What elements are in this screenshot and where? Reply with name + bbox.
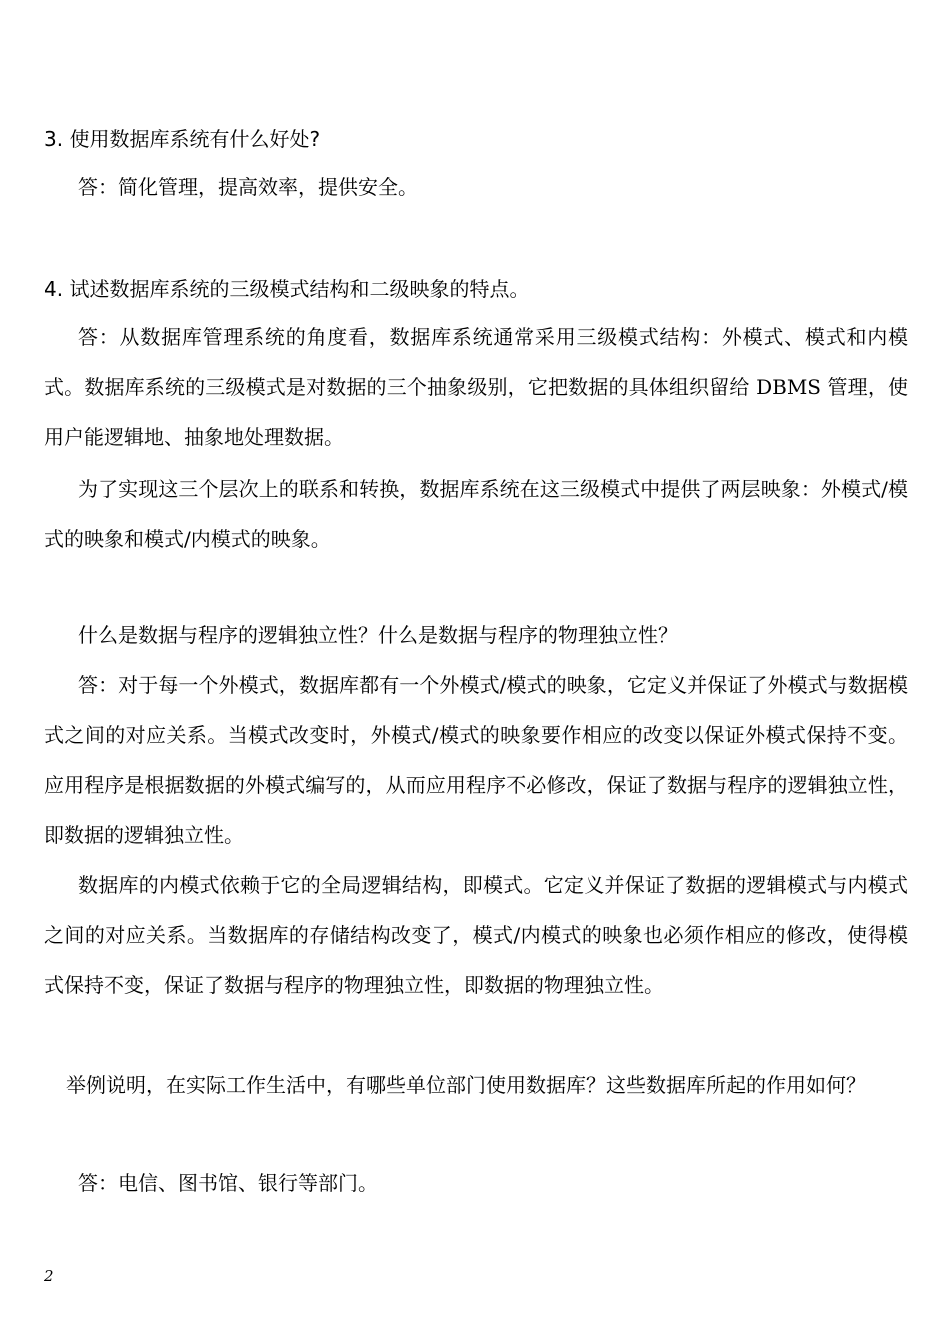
answer-independence-paragraph-2: 数据库的内模式依赖于它的全局逻辑结构，即模式。它定义并保证了数据的逻辑模式与内模式之间的对应关系。当数据库的存储结构改变了，模式/内模式的映象也必须作相应的修改，使得模式保持不变，保证了数据与程序的物理独立性，即数据的物理独立性。 (44, 873, 908, 997)
answer-independence-paragraph-1: 答：对于每一个外模式，数据库都有一个外模式/模式的映象，它定义并保证了外模式与数据模式之间的对应关系。当模式改变时，外模式/模式的映象要作相应的改变以保证外模式保持不变。应用程序是根据数据的外模式编写的，从而应用程序不必修改，保证了数据与程序的逻辑独立性，即数据的逻辑独立性。 (44, 673, 908, 847)
page-number: 2 (44, 1267, 54, 1285)
question-database-examples: 举例说明，在实际工作生活中，有哪些单位部门使用数据库？这些数据库所起的作用如何？ (66, 1073, 866, 1097)
question-3: 3. 使用数据库系统有什么好处? (44, 127, 321, 151)
answer-4-paragraph-2: 为了实现这三个层次上的联系和转换，数据库系统在这三级模式中提供了两层映象：外模式/模式的映象和模式/内模式的映象。 (44, 477, 908, 551)
answer-3: 答：简化管理，提高效率，提供安全。 (78, 175, 418, 199)
question-logical-physical-independence: 什么是数据与程序的逻辑独立性？什么是数据与程序的物理独立性？ (78, 623, 678, 647)
question-4: 4. 试述数据库系统的三级模式结构和二级映象的特点。 (44, 277, 530, 301)
answer-database-examples: 答：电信、图书馆、银行等部门。 (78, 1171, 378, 1195)
answer-4-paragraph-1: 答：从数据库管理系统的角度看，数据库系统通常采用三级模式结构：外模式、模式和内模式。数据库系统的三级模式是对数据的三个抽象级别，它把数据的具体组织留给 DBMS 管理，使用户能逻辑地、抽象地处理数据。 (44, 325, 908, 449)
